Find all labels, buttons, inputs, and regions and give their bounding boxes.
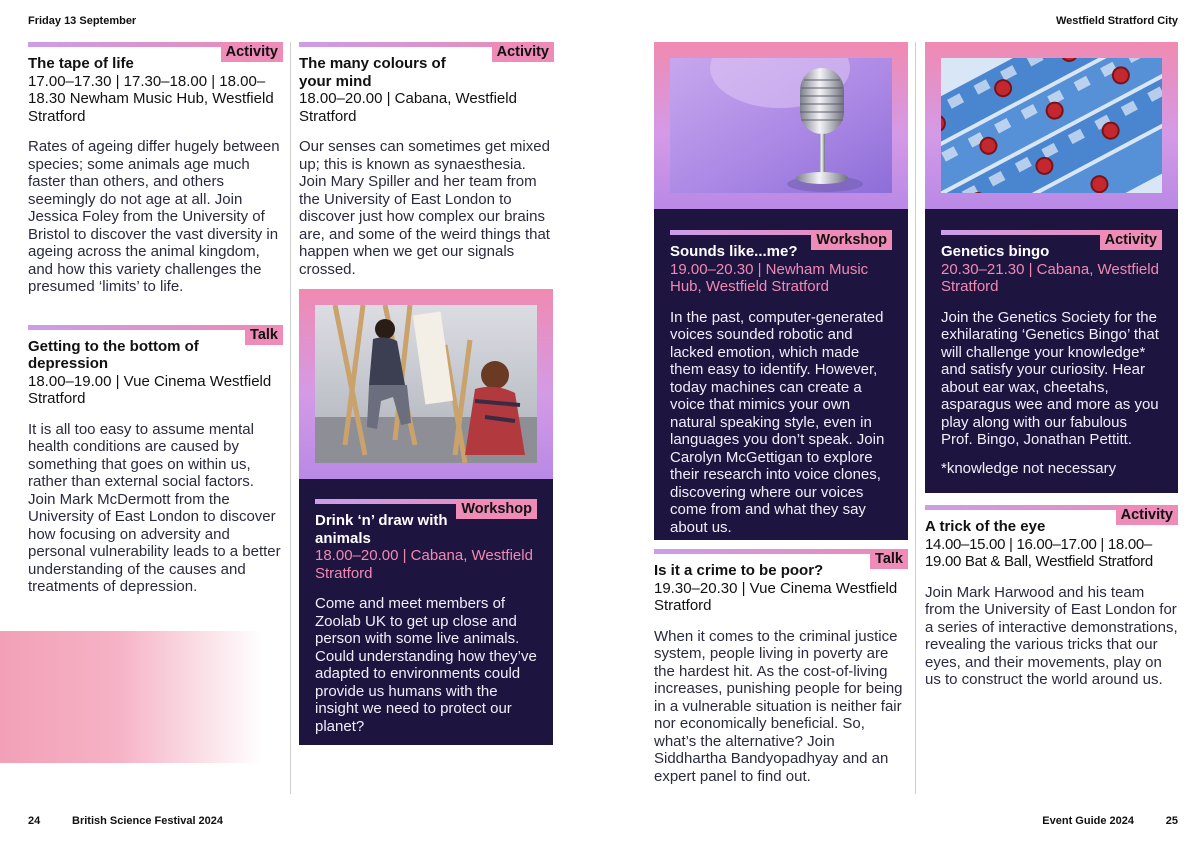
- event-a-trick-of-the-eye: [925, 505, 1178, 689]
- card-image-frame: [925, 42, 1178, 209]
- decorative-gradient-block: [0, 631, 262, 763]
- event-tape-of-life: [28, 42, 283, 296]
- page-number-right: 25: [1165, 815, 1178, 827]
- microphone-photo: [670, 58, 892, 193]
- footer-title-right: Event Guide 2024: [1042, 815, 1134, 827]
- event-title: Genetics bingo: [941, 243, 1050, 260]
- event-description: Our senses can sometimes get mixed up; this is known as synaesthesia. Join Mary Spiller and her team from the University of East London to discover just how complex our brains are, and some of the weird things that happen when we get our signals crossed.: [299, 138, 550, 278]
- event-getting-to-bottom-of-depression: [28, 325, 283, 596]
- bingo-cards-photo: [941, 58, 1162, 193]
- event-description: When it comes to the criminal justice system, people living in poverty are the hardest hit. As the cost-of-living increases, punishing people for being in a vulnerable situation is neither fair nor economically beneficial. So, what’s the alternative? Join Siddhartha Bandyopadhyay and an expert panel to find out.: [654, 627, 903, 785]
- column-divider-left: [290, 42, 291, 794]
- event-many-colours-of-your-mind: [299, 42, 554, 278]
- event-footnote: *knowledge not necessary: [941, 459, 1117, 477]
- card-content: [315, 499, 537, 735]
- event-time-venue: 17.00–17.30 | 17.30–18.00 | 18.00–18.30 Newham Music Hub, Westfield Stratford: [28, 72, 274, 125]
- event-card-genetics-bingo: [925, 42, 1178, 493]
- event-type-tag: Activity: [1100, 230, 1162, 250]
- event-time-venue: 19.00–20.30 | Newham Music Hub, Westfield Stratford: [670, 260, 869, 295]
- column-3-lower: [654, 549, 908, 785]
- microphone-illustration: [670, 58, 892, 193]
- event-time-venue: 18.00–19.00 | Vue Cinema Westfield Stratford: [28, 372, 272, 407]
- column-4-lower: [925, 505, 1178, 689]
- bingo-cards-illustration: [941, 58, 1162, 193]
- event-description: In the past, computer-generated voices sounded robotic and lacked emotion, which made them easy to identify. However, today machines can create a voice that mimics your own natural speaking style, even in languages you don’t speak. Join Carolyn McGettigan to explore their research into voice clones, discovering where our voices come from and what they say about us.: [670, 308, 885, 536]
- card-image-frame: [654, 42, 908, 209]
- event-is-it-a-crime-to-be-poor: [654, 549, 908, 785]
- event-time-venue: 18.00–20.00 | Cabana, Westfield Stratford: [299, 90, 517, 125]
- painting-easels-illustration: [315, 305, 537, 463]
- event-description: Rates of ageing differ hugely between species; some animals age much faster than others, and others seemingly do not age at all. Join Jessica Foley from the University of Bristol to discover the vast diversity in ageing across the animal kingdom, and how this variety challenges the presumed ‘limits’ to life.: [28, 138, 280, 295]
- card-content: [670, 230, 892, 536]
- event-description: Join the Genetics Society for the exhilarating ‘Genetics Bingo’ that will challenge your knowledge* and satisfy your curiosity. Hear about ear wax, cheetahs, asparagus wee and more as you play along with our fabulous Prof. Bingo, Jonathan Pettitt.: [941, 308, 1159, 448]
- event-description: Join Mark Harwood and his team from the University of East London for a series of interactive demonstrations, revealing the various tricks that our eyes, and their movements, play on us to construct the world around us.: [925, 583, 1178, 688]
- event-card-sounds-like-me: [654, 42, 908, 540]
- event-title: A trick of the eye: [925, 518, 1046, 535]
- card-image-frame: [299, 289, 553, 479]
- event-card-drink-n-draw: [299, 289, 553, 745]
- card-content: [941, 230, 1162, 477]
- event-type-tag: Activity: [1116, 505, 1178, 525]
- event-type-tag: Workshop: [456, 499, 537, 519]
- event-time-venue: 20.30–21.30 | Cabana, Westfield Stratford: [941, 260, 1159, 295]
- page-number-left: 24: [28, 815, 41, 827]
- event-type-tag: Talk: [870, 549, 908, 569]
- art-class-photo: [315, 305, 537, 463]
- event-time-venue: 19.30–20.30 | Vue Cinema Westfield Stratford: [654, 579, 898, 614]
- column-divider-right: [915, 42, 916, 794]
- event-title: Drink ‘n’ draw with animals: [315, 512, 448, 547]
- event-title: The many colours of your mind: [299, 55, 446, 90]
- page-header-date: Friday 13 September: [28, 15, 137, 27]
- column-2: [299, 42, 554, 278]
- event-description: Come and meet members of Zoolab UK to get up close and person with some live animals. Could understanding how they’ve adapted to environments could provide us humans with the insight we need to protect our planet?: [315, 595, 537, 735]
- column-1: [28, 42, 283, 596]
- event-title: Getting to the bottom of depression: [28, 337, 199, 372]
- footer-title-left: British Science Festival 2024: [72, 815, 224, 827]
- event-title: Sounds like...me?: [670, 243, 798, 260]
- page-header-venue: Westfield Stratford City: [1055, 15, 1178, 27]
- event-time-venue: 14.00–15.00 | 16.00–17.00 | 18.00–19.00 Bat & Ball, Westfield Stratford: [925, 535, 1153, 570]
- event-title: Is it a crime to be poor?: [654, 562, 824, 579]
- event-type-tag: Activity: [221, 42, 283, 62]
- event-description: It is all too easy to assume mental health conditions are caused by something that goes on within us, rather than external social factors. Join Mark McDermott from the University of East London to discover how focusing on adversity and personal vulnerability leads to a better understanding of the causes and treatments of depression.: [28, 420, 281, 595]
- event-time-venue: 18.00–20.00 | Cabana, Westfield Stratford: [315, 547, 533, 582]
- event-type-tag: Workshop: [811, 230, 892, 250]
- event-type-tag: Activity: [492, 42, 554, 62]
- event-type-tag: Talk: [245, 325, 283, 345]
- event-title: The tape of life: [28, 55, 134, 72]
